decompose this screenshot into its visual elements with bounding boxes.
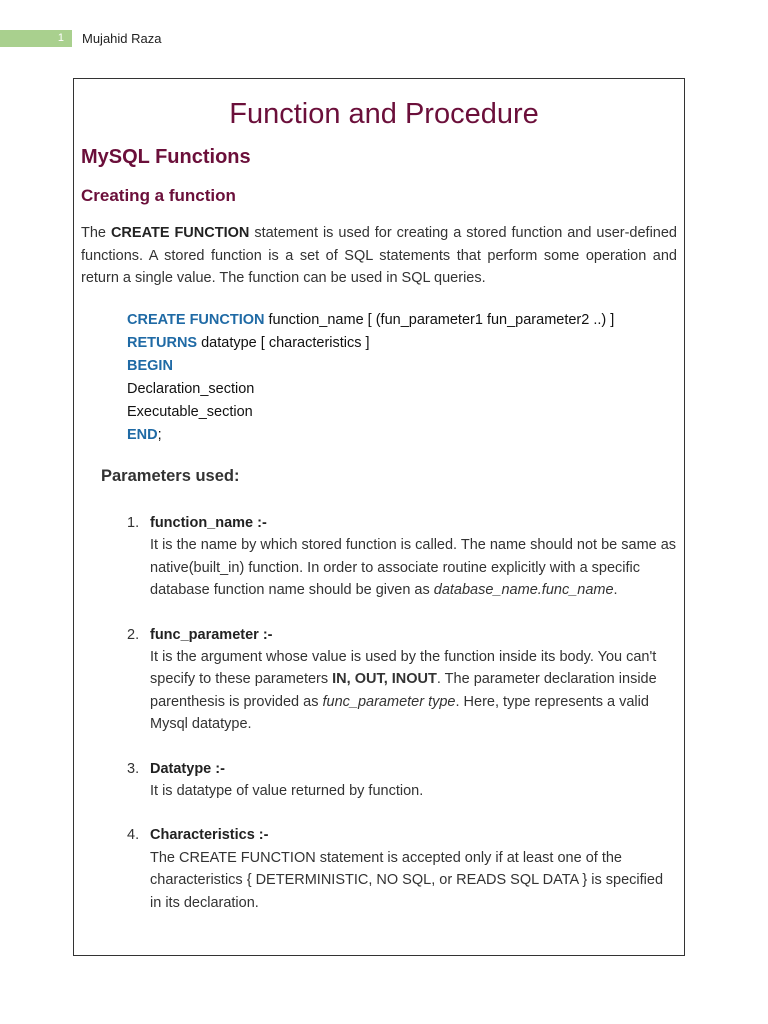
list-item: 1. function_name :- It is the name by which stored function is called. The name should not be same as native(built_in) function. In order to associate routine explicitly with a specific database function name should be given as database_name.func_name. (127, 515, 677, 599)
subsection-heading: Creating a function (81, 186, 236, 205)
syntax-line: BEGIN (127, 358, 173, 374)
list-item: 3. Datatype :- It is datatype of value returned by function. (127, 760, 424, 800)
list-item: 2. func_parameter :- It is the argument whose value is used by the function inside its body. You can't specify to these parameters IN, OUT, INOUT. The parameter declaration inside parenthesis is provided as func_parameter type. Here, type represents a valid Mysql datatype. (127, 626, 657, 733)
intro-paragraph: The CREATE FUNCTION statement is used for creating a stored function and user-defined functions. A stored function is a set of SQL statements that perform some operation and return a single value. The function can be used in SQL queries. (81, 225, 677, 286)
syntax-line: Declaration_section (127, 381, 255, 397)
syntax-block (127, 309, 614, 447)
syntax-line: Executable_section (127, 404, 253, 420)
syntax-line: END; (127, 427, 162, 443)
parameters-list (127, 512, 677, 936)
syntax-line: RETURNS datatype [ characteristics ] (127, 335, 370, 351)
syntax-line: CREATE FUNCTION function_name [ (fun_parameter1 fun_parameter2 ..) ] (127, 312, 615, 328)
page-title: Function and Procedure (229, 98, 539, 130)
author-name: Mujahid Raza (82, 31, 162, 46)
parameters-heading: Parameters used: (101, 467, 240, 485)
create-function-keyword: CREATE FUNCTION (110, 225, 250, 241)
list-item: 4. Characteristics :- The CREATE FUNCTION statement is accepted only if at least one of the characteristics { DETERMINISTIC, NO SQL, or READS SQL DATA } is specified in its declaration. (127, 827, 664, 911)
page-number: 1 (0, 30, 72, 47)
section-heading: MySQL Functions (81, 146, 251, 168)
